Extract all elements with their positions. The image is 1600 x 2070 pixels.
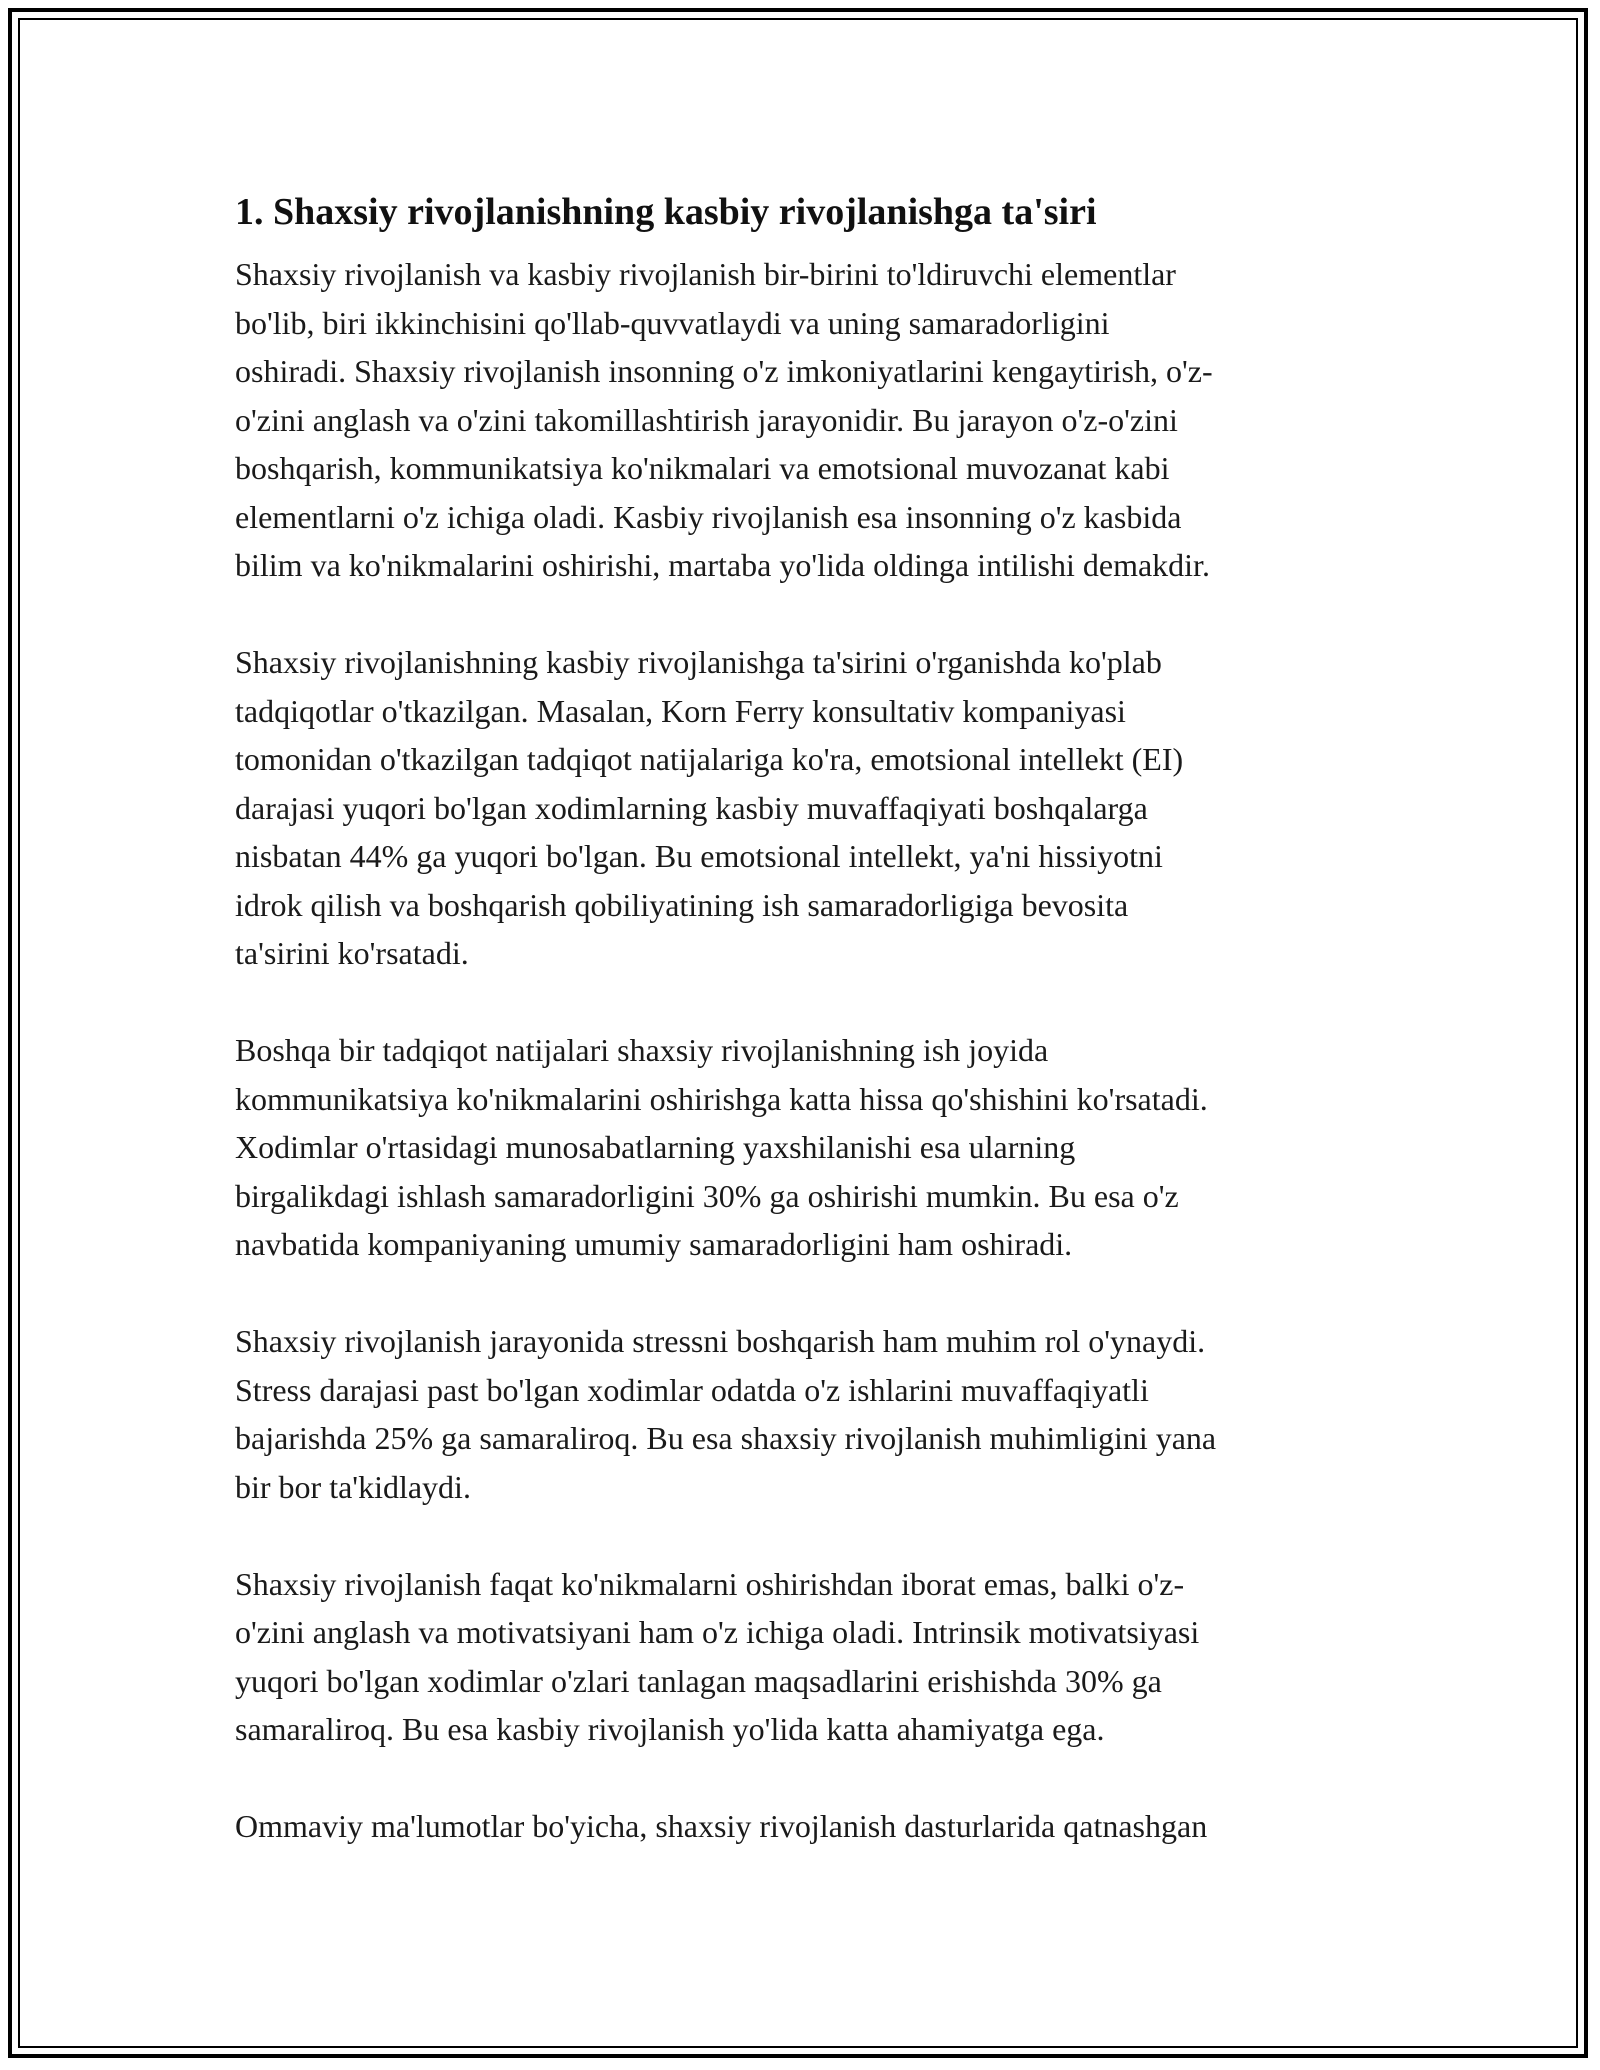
body-paragraph: [235, 1317, 1365, 1511]
text-line: Shaxsiy rivojlanish faqat ko'nikmalarni oshirishdan iborat emas, balki o'z-: [235, 1565, 1185, 1602]
text-line: boshqarish, kommunikatsiya ko'nikmalari va emotsional muvozanat kabi: [235, 450, 1170, 486]
text-line: Ommaviy ma'lumotlar bo'yicha, shaxsiy rivojlanish dasturlarida qatnashgan: [235, 1808, 1208, 1844]
text-line: elementlarni o'z ichiga oladi. Kasbiy rivojlanish esa insonning o'z kasbida: [235, 498, 1182, 535]
body-paragraph: [235, 1560, 1365, 1754]
text-line: nisbatan 44% ga yuqori bo'lgan. Bu emotsional intellekt, ya'ni hissiyotni: [235, 838, 1163, 874]
text-line: samaraliroq. Bu esa kasbiy rivojlanish yo'lida katta ahamiyatga ega.: [235, 1711, 1105, 1747]
text-line: tomonidan o'tkazilgan tadqiqot natijalariga ko'ra, emotsional intellekt (EI): [235, 741, 1184, 777]
document-body: [235, 186, 1365, 1899]
text-line: Shaxsiy rivojlanishning kasbiy rivojlanishga ta'sirini o'rganishda ko'plab: [235, 644, 1162, 680]
text-line: Stress darajasi past bo'lgan xodimlar odatda o'z ishlarini muvaffaqiyatli: [235, 1371, 1149, 1408]
text-line: Shaxsiy rivojlanish jarayonida stressni boshqarish ham muhim rol o'ynaydi.: [235, 1323, 1206, 1359]
text-line: Boshqa bir tadqiqot natijalari shaxsiy rivojlanishning ish joyida: [235, 1032, 1049, 1068]
text-line: bajarishda 25% ga samaraliroq. Bu esa shaxsiy rivojlanish muhimligini yana: [235, 1420, 1217, 1456]
text-line: birgalikdagi ishlash samaradorligini 30% ga oshirishi mumkin. Bu esa o'z: [235, 1177, 1179, 1214]
paragraph-list: [235, 250, 1365, 1851]
text-line: ta'sirini ko'rsatadi.: [235, 935, 469, 971]
text-line: navbatida kompaniyaning umumiy samaradorligini ham oshiradi.: [235, 1226, 1073, 1262]
text-line: bilim va ko'nikmalarini oshirishi, martaba yo'lida oldinga intilishi demakdir.: [235, 547, 1210, 583]
text-line: bo'lib, biri ikkinchisini qo'llab-quvvatlaydi va uning samaradorligini: [235, 304, 1110, 341]
body-paragraph: [235, 250, 1365, 590]
text-line: darajasi yuqori bo'lgan xodimlarning kasbiy muvaffaqiyati boshqalarga: [235, 789, 1148, 826]
text-line: yuqori bo'lgan xodimlar o'zlari tanlagan maqsadlarini erishishda 30% ga: [235, 1662, 1162, 1699]
text-line: tadqiqotlar o'tkazilgan. Masalan, Korn Ferry konsultativ kompaniyasi: [235, 692, 1126, 729]
body-paragraph: [235, 1802, 1365, 1851]
text-line: Shaxsiy rivojlanish va kasbiy rivojlanish bir-birini to'ldiruvchi elementlar: [235, 256, 1176, 292]
body-paragraph: [235, 1026, 1365, 1269]
section-title: 1. Shaxsiy rivojlanishning kasbiy rivojlanishga ta'siri: [235, 191, 1097, 233]
text-line: idrok qilish va boshqarish qobiliyatining ish samaradorligiga bevosita: [235, 886, 1129, 923]
text-line: o'zini anglash va o'zini takomillashtirish jarayonidir. Bu jarayon o'z-o'zini: [235, 401, 1178, 438]
text-line: Xodimlar o'rtasidagi munosabatlarning yaxshilanishi esa ularning: [235, 1129, 1076, 1165]
text-line: kommunikatsiya ko'nikmalarini oshirishga katta hissa qo'shishini ko'rsatadi.: [235, 1080, 1208, 1117]
text-line: bir bor ta'kidlaydi.: [235, 1468, 471, 1505]
text-line: o'zini anglash va motivatsiyani ham o'z ichiga oladi. Intrinsik motivatsiyasi: [235, 1614, 1200, 1650]
text-line: oshiradi. Shaxsiy rivojlanish insonning o'z imkoniyatlarini kengaytirish, o'z-: [235, 353, 1213, 389]
body-paragraph: [235, 638, 1365, 978]
